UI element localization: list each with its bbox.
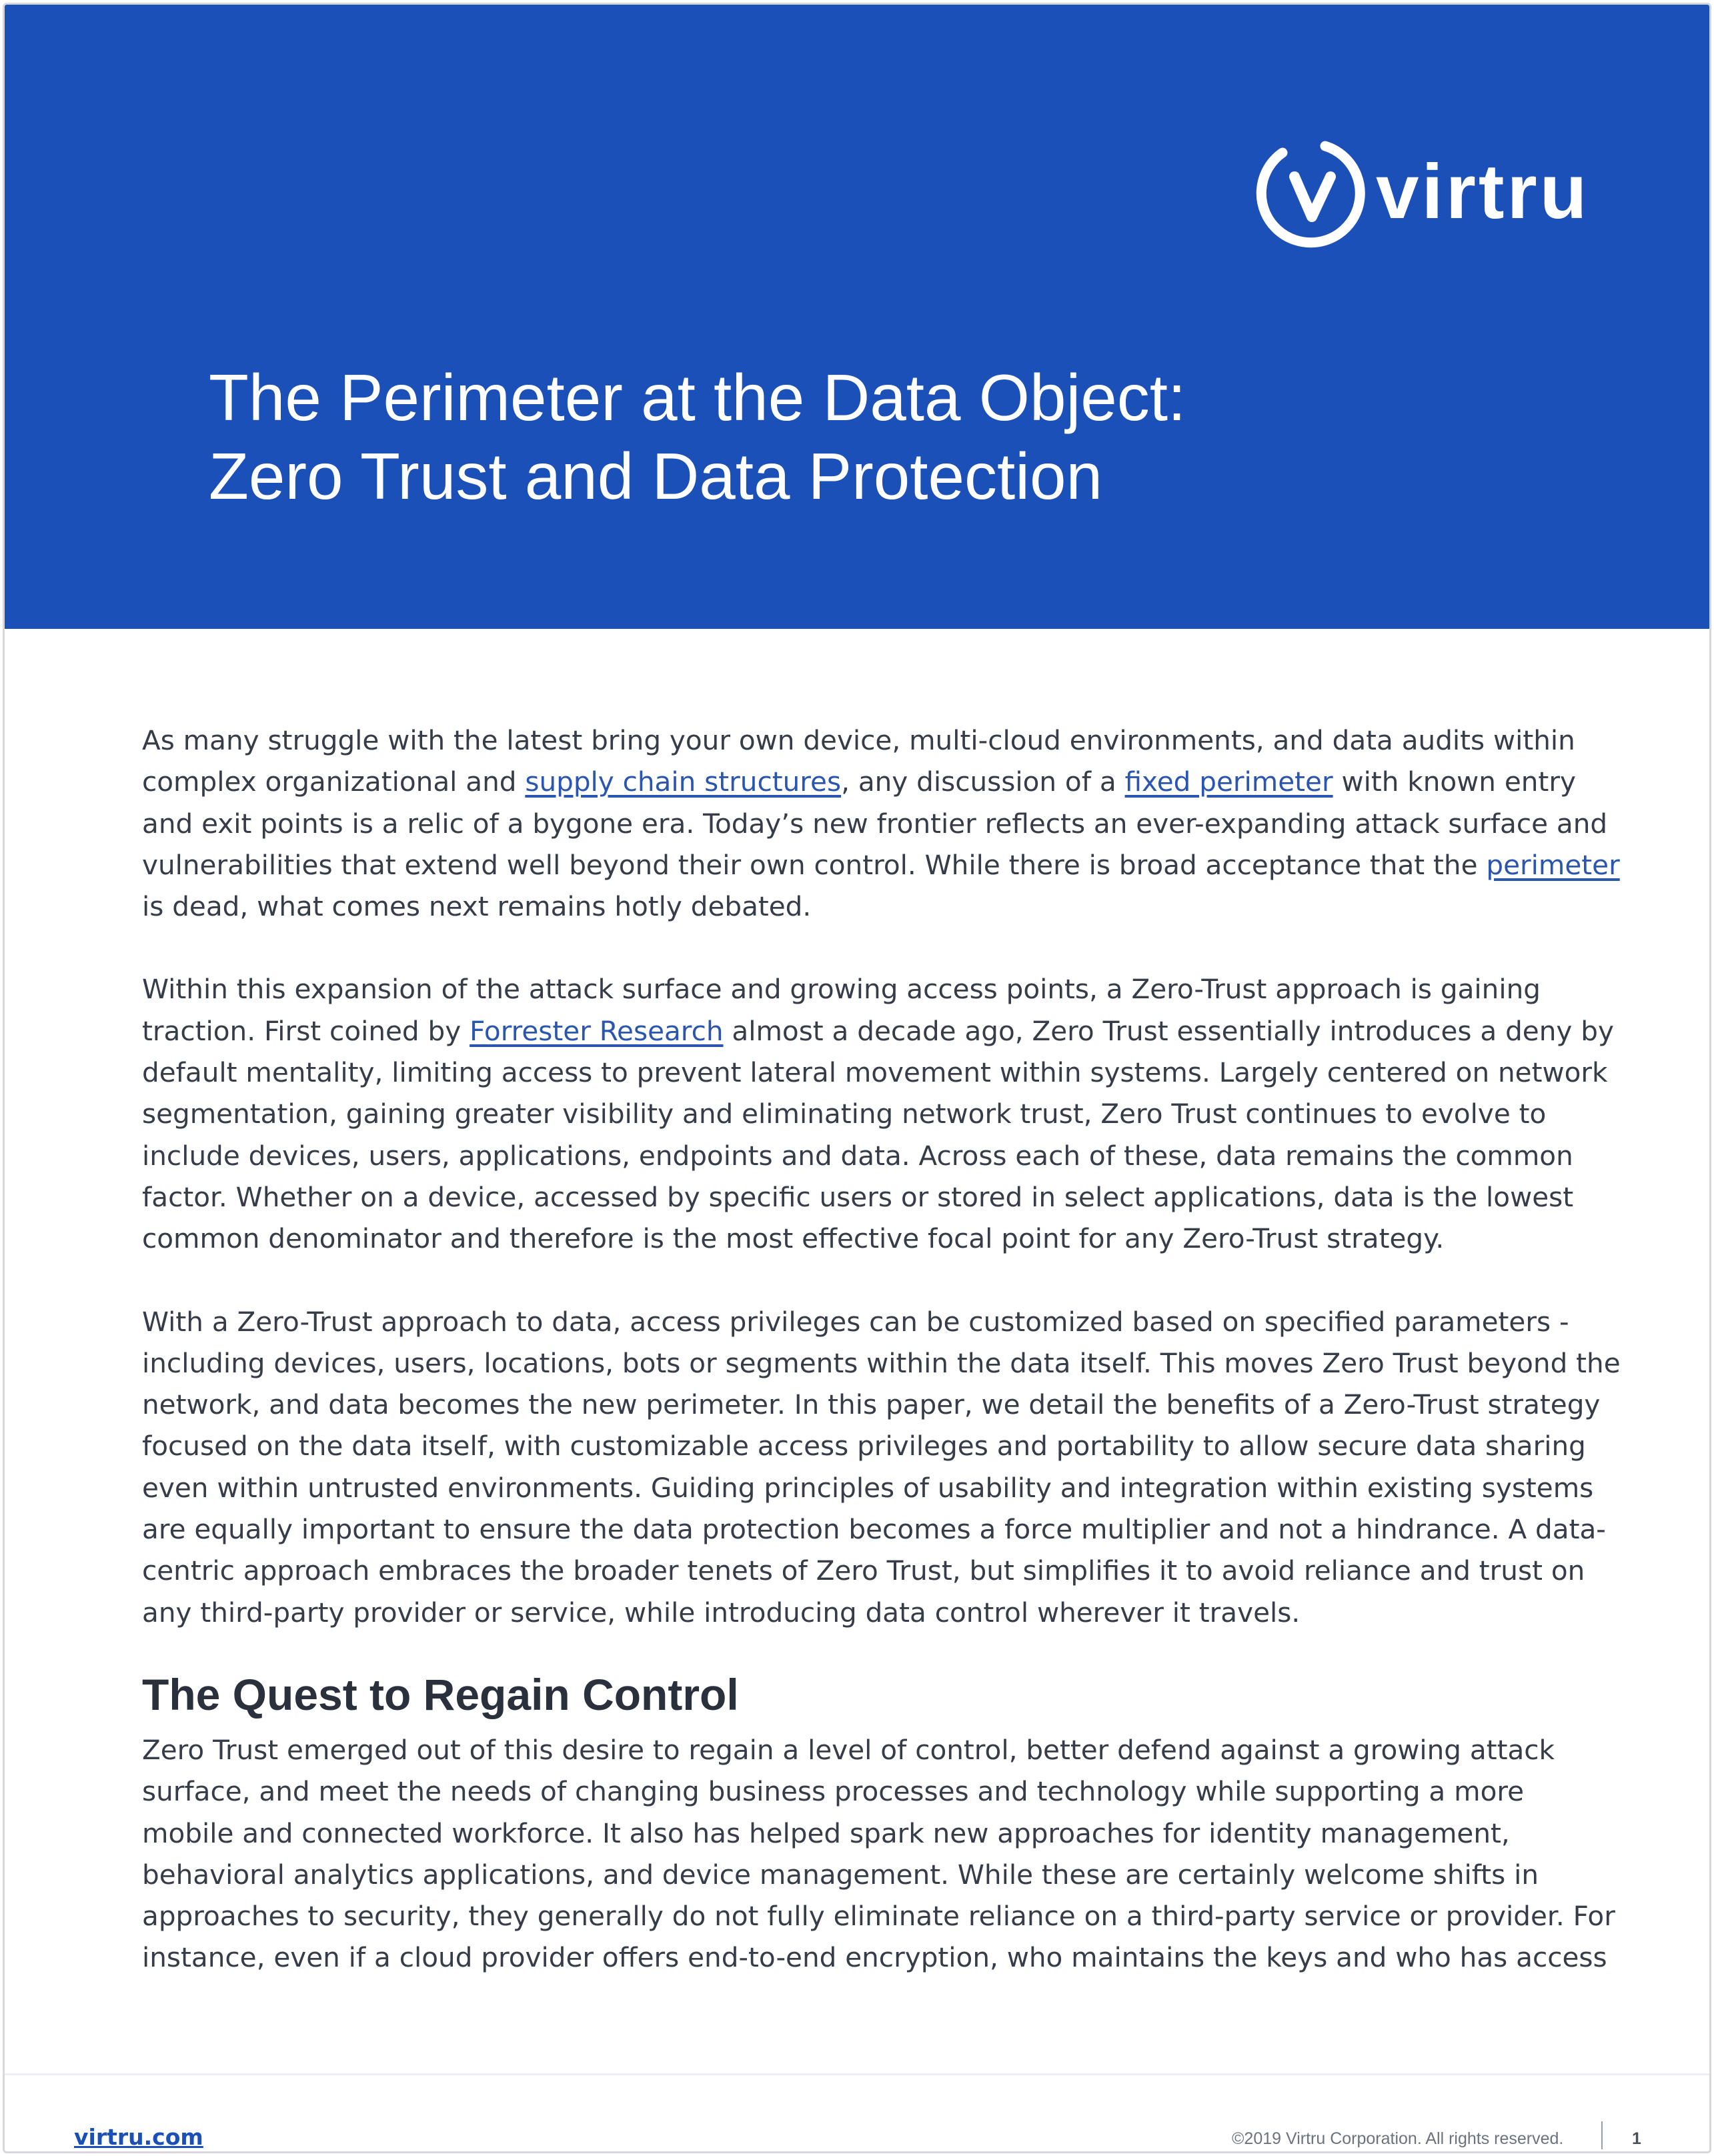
- text-line: centric approach embraces the broader tenets of Zero Trust, but simplifies it to avoid reliance and trust on: [142, 1554, 1585, 1587]
- link-forrester-research[interactable]: Forrester Research: [470, 1014, 724, 1047]
- text-line: including devices, users, locations, bots or segments within the data itself. This moves Zero Trust beyond the: [142, 1346, 1621, 1379]
- page-title: [209, 358, 1543, 515]
- text-line: [142, 1010, 1614, 1052]
- link-supply-chain-structures[interactable]: supply chain structures: [525, 766, 842, 798]
- text-line: mobile and connected workforce. It also has helped spark new approaches for identity management,: [142, 1817, 1510, 1849]
- text-fragment: with known entry: [1333, 766, 1576, 798]
- text-line: network, and data becomes the new perimeter. In this paper, we detail the benefits of a Zero-Trust strategy: [142, 1388, 1601, 1421]
- text-fragment: , any discussion of a: [841, 766, 1125, 798]
- footer-separator: [1601, 2121, 1603, 2149]
- text-line: common denominator and therefore is the most effective focal point for any Zero-Trust strategy.: [142, 1222, 1445, 1255]
- paragraph-regain-control: [142, 1729, 1615, 1979]
- text-line: even within untrusted environments. Guiding principles of usability and integration within existing systems: [142, 1471, 1594, 1504]
- link-fixed-perimeter[interactable]: fixed perimeter: [1124, 766, 1333, 798]
- title-line-2: Zero Trust and Data Protection: [209, 439, 1102, 513]
- virtru-logo[interactable]: [1256, 138, 1590, 253]
- text-line: [142, 844, 1620, 886]
- text-line: instance, even if a cloud provider offers end-to-end encryption, who maintains the keys and who has access: [142, 1941, 1607, 1974]
- text-line: surface, and meet the needs of changing business processes and technology while supporting a more: [142, 1775, 1525, 1808]
- text-line: are equally important to ensure the data protection becomes a force multiplier and not a hindrance. A data-: [142, 1513, 1606, 1546]
- text-line: default mentality, limiting access to prevent lateral movement within systems. Largely centered on network: [142, 1056, 1608, 1089]
- virtru-logo-icon: [1256, 138, 1371, 253]
- document-page: [3, 3, 1711, 2153]
- title-line-1: The Perimeter at the Data Object:: [209, 361, 1186, 434]
- text-fragment: vulnerabilities that extend well beyond their own control. While there is broad acceptance that the: [142, 848, 1487, 881]
- text-line: segmentation, gaining greater visibility and eliminating network trust, Zero Trust continues to evolve to: [142, 1098, 1547, 1130]
- text-line: focused on the data itself, with customizable access privileges and portability to allow secure data sharing: [142, 1430, 1586, 1462]
- text-line: Within this expansion of the attack surface and growing access points, a Zero-Trust approach is gaining: [142, 973, 1541, 1006]
- document-body: [142, 720, 1621, 2020]
- text-fragment: almost a decade ago, Zero Trust essentially introduces a deny by: [723, 1014, 1614, 1047]
- header-banner: [5, 5, 1709, 629]
- link-perimeter[interactable]: perimeter: [1486, 848, 1620, 881]
- text-line: and exit points is a relic of a bygone era. Today’s new frontier reflects an ever-expanding attack surface and: [142, 807, 1608, 840]
- text-line: [142, 761, 1589, 802]
- text-line: factor. Whether on a device, accessed by specific users or stored in select applications, data is the lowest: [142, 1180, 1574, 1213]
- footer-site-link[interactable]: virtru.com: [74, 2124, 203, 2150]
- text-line: any third-party provider or service, while introducing data control wherever it travels.: [142, 1596, 1301, 1629]
- text-line: As many struggle with the latest bring your own device, multi-cloud environments, and data audits within: [142, 724, 1575, 756]
- text-line: Zero Trust emerged out of this desire to regain a level of control, better defend against a growing attack: [142, 1733, 1555, 1766]
- paragraph-zero-trust: [142, 968, 1614, 1259]
- text-line: is dead, what comes next remains hotly debated.: [142, 890, 812, 923]
- text-line: include devices, users, applications, endpoints and data. Across each of these, data remains the common: [142, 1139, 1573, 1172]
- section-heading: The Quest to Regain Control: [142, 1669, 739, 1719]
- footer-divider: [5, 2073, 1709, 2075]
- text-line: approaches to security, they generally do not fully eliminate reliance on a third-party service or provider. For: [142, 1900, 1615, 1933]
- text-fragment: complex organizational and: [142, 766, 526, 798]
- paragraph-data-approach: [142, 1301, 1621, 1633]
- text-line: With a Zero-Trust approach to data, access privileges can be customized based on specified parameters -: [142, 1305, 1569, 1338]
- text-fragment: traction. First coined by: [142, 1014, 470, 1047]
- footer-copyright: ©2019 Virtru Corporation. All rights reserved.: [1232, 2129, 1564, 2148]
- page-number: 1: [1632, 2129, 1641, 2148]
- text-line: behavioral analytics applications, and device management. While these are certainly welcome shifts in: [142, 1858, 1539, 1891]
- logo-wordmark: virtru: [1376, 148, 1590, 235]
- paragraph-intro: [142, 720, 1620, 927]
